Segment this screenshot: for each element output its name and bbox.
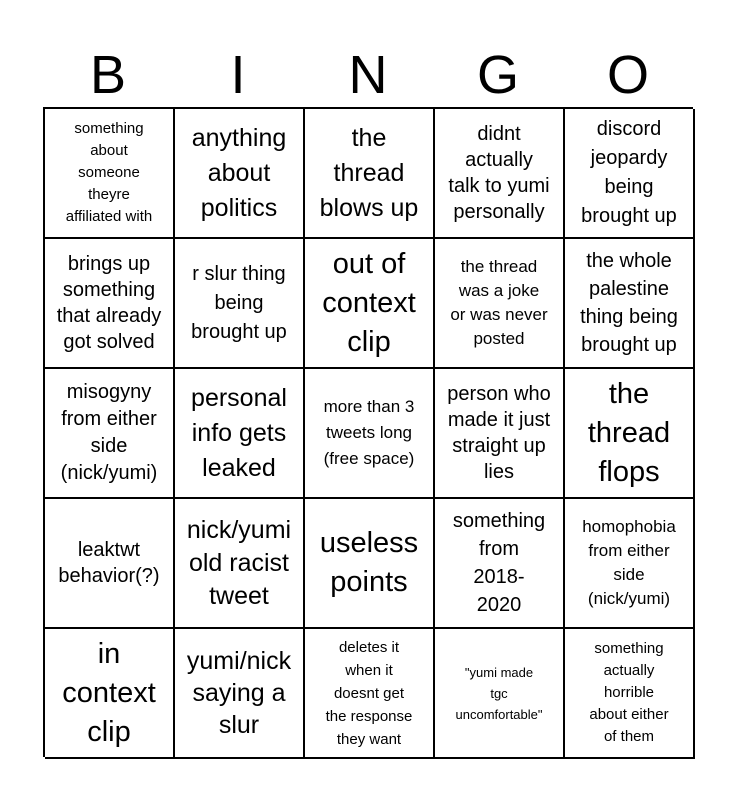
bingo-cell	[435, 109, 565, 239]
bingo-cell	[45, 629, 175, 759]
bingo-cell	[565, 499, 695, 629]
bingo-cell-text: the thread blows up	[319, 123, 419, 222]
bingo-header	[43, 44, 693, 106]
bingo-cell-text: out of context clip	[322, 247, 416, 358]
header-letter-o: O	[606, 45, 649, 105]
bingo-cell	[175, 239, 305, 369]
bingo-cell	[45, 369, 175, 499]
bingo-cell-text: person who made it just straight up lies	[447, 383, 551, 483]
bingo-cell	[45, 239, 175, 369]
bingo-cell-text: didnt actually talk to yumi personally	[448, 123, 550, 223]
bingo-cell-text: nick/yumi old racist tweet	[186, 515, 292, 610]
bingo-cell-text: useless points	[319, 527, 419, 598]
bingo-cell	[435, 499, 565, 629]
bingo-cell	[435, 369, 565, 499]
bingo-cell-text: homophobia from either side (nick/yumi)	[582, 517, 676, 608]
header-letter-i: I	[230, 45, 246, 105]
bingo-cell-text: misogyny from either side (nick/yumi)	[60, 381, 158, 484]
bingo-cell	[435, 239, 565, 369]
bingo-cell	[175, 109, 305, 239]
bingo-cell-text: deletes it when it doesnt get the response they want	[325, 638, 413, 748]
bingo-cell	[565, 629, 695, 759]
bingo-cell-text: the thread was a joke or was never posted	[450, 257, 548, 348]
header-letter-g: G	[476, 45, 519, 105]
bingo-cell	[175, 629, 305, 759]
bingo-cell	[565, 239, 695, 369]
header-letter-n: N	[348, 45, 388, 105]
bingo-cell-text: discord jeopardy being brought up	[581, 118, 677, 227]
bingo-cell-text: something from 2018- 2020	[452, 510, 546, 616]
bingo-cell	[305, 369, 435, 499]
bingo-cell	[45, 109, 175, 239]
bingo-cell	[175, 499, 305, 629]
bingo-cell-text: anything about politics	[191, 123, 287, 222]
bingo-cell-text: r slur thing being brought up	[191, 262, 287, 343]
bingo-cell	[305, 629, 435, 759]
bingo-cell	[305, 109, 435, 239]
bingo-cell-text: yumi/nick saying a slur	[186, 647, 292, 739]
bingo-cell-text: the whole palestine thing being brought up	[580, 250, 678, 356]
bingo-cell	[565, 369, 695, 499]
bingo-cell	[435, 629, 565, 759]
bingo-cell-text: something actually horrible about either of them	[589, 640, 669, 745]
bingo-cell-text: more than 3 tweets long (free space)	[323, 397, 415, 468]
bingo-cell-text: brings up something that already got solved	[56, 253, 162, 353]
bingo-cell-text: in context clip	[62, 637, 156, 748]
bingo-cell-text: leaktwt behavior(?)	[58, 539, 160, 587]
bingo-cell	[305, 239, 435, 369]
bingo-cell	[565, 109, 695, 239]
bingo-cell-text: personal info gets leaked	[191, 383, 287, 482]
header-letter-b: B	[89, 45, 127, 105]
bingo-cell-text: "yumi made tgc uncomfortable"	[455, 664, 543, 722]
bingo-cell	[305, 499, 435, 629]
bingo-cell	[45, 499, 175, 629]
bingo-cell-text: the thread flops	[587, 377, 671, 488]
bingo-cell	[175, 369, 305, 499]
bingo-cell-text: something about someone theyre affiliated with	[65, 120, 153, 225]
bingo-grid	[43, 107, 693, 757]
